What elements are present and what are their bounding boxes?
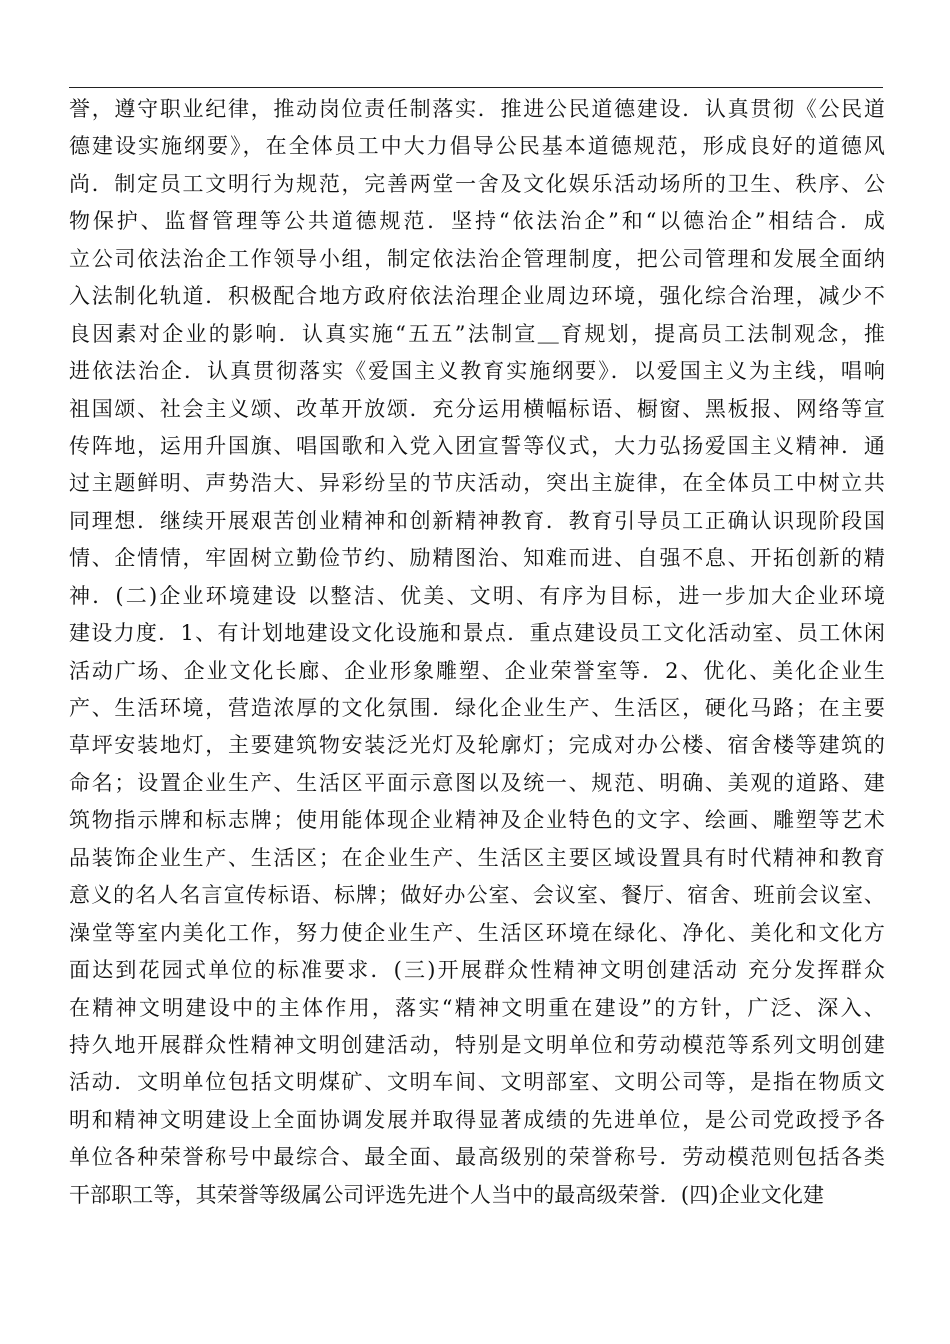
text-line: 面达到花园式单位的标准要求．(三)开展群众性精神文明创建活动 充分发挥群众 xyxy=(69,958,885,983)
text-line: 立公司依法治企工作领导小组，制定依法治企管理制度，把公司管理和发展全面纳 xyxy=(69,246,885,271)
body-text xyxy=(69,91,885,1214)
text-line: 同理想．继续开展艰苦创业精神和创新精神教育．教育引导员工正确认识现阶段国 xyxy=(69,508,885,533)
text-line: 神．(二)企业环境建设 以整洁、优美、文明、有序为目标，进一步加大企业环境 xyxy=(69,583,885,608)
text-line: 活动．文明单位包括文明煤矿、文明车间、文明部室、文明公司等，是指在物质文 xyxy=(69,1070,885,1095)
text-line: 持久地开展群众性精神文明创建活动，特别是文明单位和劳动模范等系列文明创建 xyxy=(69,1032,885,1057)
text-line: 命名；设置企业生产、生活区平面示意图以及统一、规范、明确、美观的道路、建 xyxy=(69,770,885,795)
text-line: 在精神文明建设中的主体作用，落实“精神文明重在建设”的方针，广泛、深入、 xyxy=(69,995,885,1020)
text-line: 筑物指示牌和标志牌；使用能体现企业精神及企业特色的文字、绘画、雕塑等艺术 xyxy=(69,808,885,833)
text-line: 草坪安装地灯，主要建筑物安装泛光灯及轮廓灯；完成对办公楼、宿舍楼等建筑的 xyxy=(69,733,885,758)
text-line: 传阵地，运用升国旗、唱国歌和入党入团宣誓等仪式，大力弘扬爱国主义精神．通 xyxy=(69,433,885,458)
text-line: 品装饰企业生产、生活区；在企业生产、生活区主要区域设置具有时代精神和教育 xyxy=(69,845,885,870)
text-line: 澡堂等室内美化工作，努力使企业生产、生活区环境在绿化、净化、美化和文化方 xyxy=(69,920,885,945)
text-line: 物保护、监督管理等公共道德规范．坚持“依法治企”和“以德治企”相结合．成 xyxy=(69,209,885,234)
text-line: 单位各种荣誉称号中最综合、最全面、最高级别的荣誉称号．劳动模范则包括各类 xyxy=(69,1145,885,1170)
text-line: 良因素对企业的影响．认真实施“五五”法制宣＿育规划，提高员工法制观念，推 xyxy=(69,321,885,346)
text-line: 产、生活环境，营造浓厚的文化氛围．绿化企业生产、生活区，硬化马路；在主要 xyxy=(69,696,885,720)
text-line: 进依法治企．认真贯彻落实《爱国主义教育实施纲要》．以爱国主义为主线，唱响 xyxy=(69,359,885,384)
text-line: 德建设实施纲要》，在全体员工中大力倡导公民基本道德规范，形成良好的道德风 xyxy=(69,134,885,159)
text-line: 情、企情情，牢固树立勤俭节约、励精图治、知难而进、自强不息、开拓创新的精 xyxy=(69,546,885,571)
text-line: 建设力度．1、有计划地建设文化设施和景点．重点建设员工文化活动室、员工休闲 xyxy=(69,621,885,646)
text-line: 尚．制定员工文明行为规范，完善两堂一舍及文化娱乐活动场所的卫生、秩序、公 xyxy=(69,171,885,196)
header-rule xyxy=(69,87,883,88)
text-line: 祖国颂、社会主义颂、改革开放颂．充分运用横幅标语、橱窗、黑板报、网络等宣 xyxy=(69,396,885,421)
text-line: 干部职工等，其荣誉等级属公司评选先进个人当中的最高级荣誉．(四)企业文化建 xyxy=(69,1182,825,1207)
text-line: 活动广场、企业文化长廊、企业形象雕塑、企业荣誉室等．2、优化、美化企业生 xyxy=(69,658,885,683)
text-line: 明和精神文明建设上全面协调发展并取得显著成绩的先进单位，是公司党政授予各 xyxy=(69,1107,885,1132)
text-line: 过主题鲜明、声势浩大、异彩纷呈的节庆活动，突出主旋律，在全体员工中树立共 xyxy=(69,471,885,496)
text-line: 入法制化轨道．积极配合地方政府依法治理企业周边环境，强化综合治理，减少不 xyxy=(69,284,885,309)
text-line: 誉，遵守职业纪律，推动岗位责任制落实．推进公民道德建设．认真贯彻《公民道 xyxy=(69,97,885,121)
text-line: 意义的名人名言宣传标语、标牌；做好办公室、会议室、餐厅、宿舍、班前会议室、 xyxy=(69,883,885,908)
